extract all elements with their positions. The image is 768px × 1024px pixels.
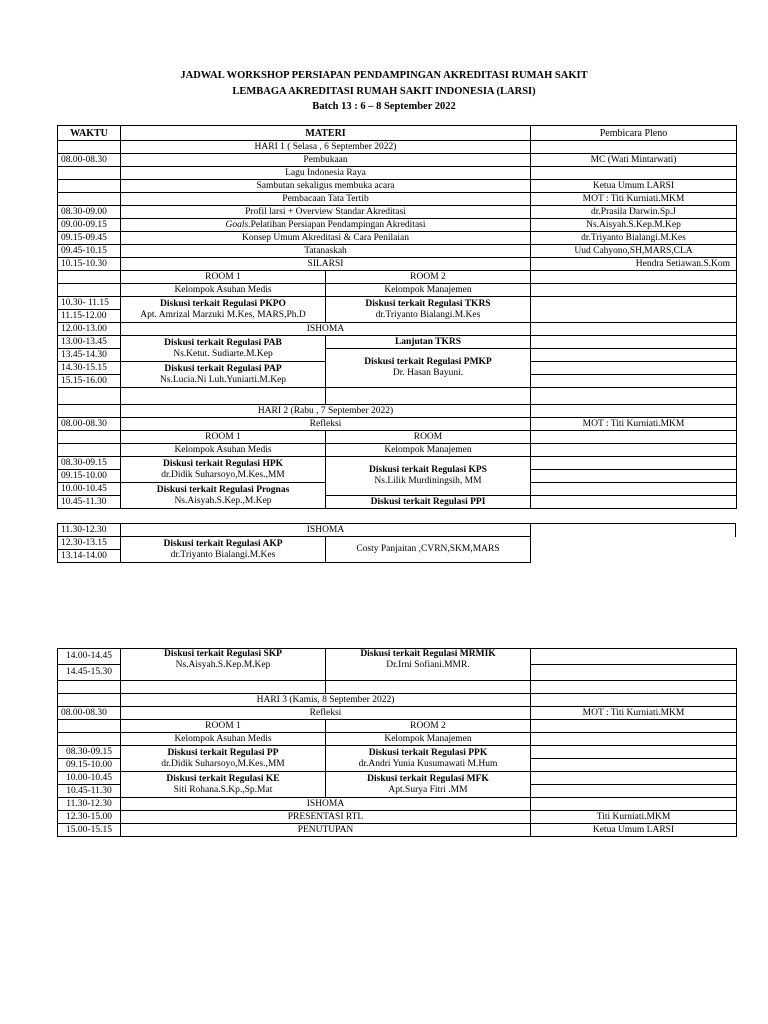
ishoma-cell: ISHOMA xyxy=(121,798,531,811)
col-pembicara: Pembicara Pleno xyxy=(531,126,737,141)
materi-cell: Lagu Indonesia Raya xyxy=(121,167,531,180)
time-cell: 14.30-15.15 xyxy=(58,362,121,375)
group-row xyxy=(58,733,737,746)
session-title: Diskusi terkait Regulasi HPK xyxy=(162,458,284,469)
table-row xyxy=(58,219,737,232)
session-title: Diskusi terkait Regulasi TKRS xyxy=(365,298,491,309)
table-row xyxy=(58,798,737,811)
blank-row xyxy=(58,388,737,405)
room-row xyxy=(58,720,737,733)
materi-cell: Konsep Umum Akreditasi & Cara Penilaian xyxy=(121,232,531,245)
materi-cell: Pembacaan Tata Tertib xyxy=(121,193,531,206)
room1-label: ROOM 1 xyxy=(121,431,326,444)
session-hpk xyxy=(121,457,326,483)
materi-cell: PENUTUPAN xyxy=(121,824,531,837)
day2-title: HARI 2 (Rabu , 7 September 2022) xyxy=(121,405,531,418)
schedule-table-page2 xyxy=(57,648,737,837)
session-title: Diskusi terkait Regulasi PPK xyxy=(368,747,488,758)
doc-title: JADWAL WORKSHOP PERSIAPAN PENDAMPINGAN AKREDITASI RUMAH SAKIT xyxy=(180,70,588,81)
table-row xyxy=(58,245,737,258)
session-ppi: Diskusi terkait Regulasi PPI xyxy=(326,496,531,509)
time-cell: 12.00-13.00 xyxy=(58,323,121,336)
ishoma-cell: ISHOMA xyxy=(121,524,531,537)
group-row xyxy=(58,284,737,297)
speaker-cell: MC (Wati Mintarwati) xyxy=(531,154,737,167)
table-row xyxy=(58,180,737,193)
table-row xyxy=(58,418,737,431)
session-speaker: Dr.Irni Sofiani.MMR. xyxy=(386,660,470,670)
session-title: Diskusi terkait Regulasi Prognas xyxy=(156,484,290,495)
speaker-cell: MOT : Titi Kurniati.MKM xyxy=(531,193,737,206)
day3-title-row xyxy=(58,694,737,707)
session-speaker: dr.Didik Suharsoyo,M.Kes.,MM xyxy=(161,758,285,769)
session-title: Diskusi terkait Regulasi MRMIK xyxy=(360,649,496,659)
session-speaker: Apt. Amrizal Marzuki M.Kes, MARS,Ph.D xyxy=(140,309,306,320)
speaker-cell: Ketua Umum LARSI xyxy=(531,180,737,193)
session-speaker: dr.Triyanto Bialangi.M.Kes xyxy=(375,309,481,320)
time-cell: 13.14-14.00 xyxy=(58,550,121,563)
group-row xyxy=(58,444,737,457)
time-cell: 09.00-09.15 xyxy=(58,219,121,232)
session-mrmik xyxy=(326,649,531,681)
table-row xyxy=(58,232,737,245)
table-row xyxy=(58,297,737,310)
table-row xyxy=(58,537,736,550)
doc-subtitle: LEMBAGA AKREDITASI RUMAH SAKIT INDONESIA (LARSI) xyxy=(232,86,536,97)
room2-label: ROOM 2 xyxy=(326,271,531,284)
time-cell: 10.00-10.45 xyxy=(58,772,121,785)
goals-label: Goals. xyxy=(225,219,251,230)
session-prognas xyxy=(121,483,326,509)
session-pp xyxy=(121,746,326,772)
day1-title: HARI 1 ( Selasa , 6 September 2022) xyxy=(121,141,531,154)
speaker-cell: MOT : Titi Kurniati.MKM xyxy=(531,707,737,720)
table-row xyxy=(58,323,737,336)
materi-cell: Refleksi xyxy=(121,418,531,431)
materi-cell: Refleksi xyxy=(121,707,531,720)
time-cell: 14.45-15.30 xyxy=(58,665,121,681)
schedule-table-page1 xyxy=(57,125,737,509)
time-cell: 11.15-12.00 xyxy=(58,310,121,323)
session-pmkp xyxy=(326,349,531,388)
materi-cell xyxy=(121,219,531,232)
session-skp xyxy=(121,649,326,681)
session-speaker: dr.Triyanto Bialangi.M.Kes xyxy=(170,549,276,560)
speaker-cell: dr.Prasila Darwin.Sp.J xyxy=(531,206,737,219)
room-row xyxy=(58,431,737,444)
time-cell: 09.45-10.15 xyxy=(58,245,121,258)
speaker-cell xyxy=(531,167,737,180)
session-speaker: Ns.Lucia.Ni Luh.Yuniarti.M.Kep xyxy=(159,374,287,385)
time-cell: 08.30-09.15 xyxy=(58,746,121,759)
speaker-cell: dr.Triyanto Bialangi.M.Kes xyxy=(531,232,737,245)
day2-title-row xyxy=(58,405,737,418)
table-row xyxy=(58,167,737,180)
time-cell xyxy=(58,167,121,180)
session-pap xyxy=(121,362,326,388)
session-lanjutan-tkrs: Lanjutan TKRS xyxy=(326,336,531,349)
materi-cell: Tatanaskah xyxy=(121,245,531,258)
speaker-cell: Uud Cahyono,SH,MARS,CLA xyxy=(531,245,737,258)
table-row xyxy=(58,746,737,759)
room1-label: ROOM 1 xyxy=(121,271,326,284)
session-title: Diskusi terkait Regulasi SKP xyxy=(164,649,282,659)
session-speaker: Ns.Lilik Murdiningsih, MM xyxy=(374,476,482,486)
session-title: Diskusi terkait Regulasi PMKP xyxy=(364,357,492,367)
table-row xyxy=(58,336,737,349)
time-cell: 09.15-10.00 xyxy=(58,470,121,483)
materi-cell: Pembukaan xyxy=(121,154,531,167)
time-cell: 10.30- 11.15 xyxy=(58,297,121,310)
session-ke xyxy=(121,772,326,798)
table-row xyxy=(58,258,737,271)
time-cell: 13.00-13.45 xyxy=(58,336,121,349)
session-speaker: Ns.Ketut. Sudiarte.M.Kep xyxy=(173,348,273,359)
col-waktu: WAKTU xyxy=(58,126,121,141)
time-cell: 10.45-11.30 xyxy=(58,785,121,798)
time-cell: 15.15-16.00 xyxy=(58,375,121,388)
session-speaker: Siti Rohana.S.Kp.,Sp.Mat xyxy=(173,784,273,795)
session-title: Diskusi terkait Regulasi KPS xyxy=(369,465,487,475)
time-cell: 08.00-08.30 xyxy=(58,154,121,167)
session-title: Diskusi terkait Regulasi PKPO xyxy=(160,298,286,309)
time-cell: 08.00-08.30 xyxy=(58,418,121,431)
group1-label: Kelompok Asuhan Medis xyxy=(121,444,326,457)
session-title: Diskusi terkait Regulasi AKP xyxy=(163,538,283,549)
time-cell: 13.45-14.30 xyxy=(58,349,121,362)
session-title: Diskusi terkait Regulasi KE xyxy=(166,773,280,784)
col-materi: MATERI xyxy=(121,126,531,141)
time-cell: 11.30-12.30 xyxy=(58,798,121,811)
speaker-cell: Ns.Aisyah.S.Kep.M.Kep xyxy=(531,219,737,232)
room2-label: ROOM 2 xyxy=(326,720,531,733)
table-row xyxy=(58,707,737,720)
speaker-cell: Ketua Umum LARSI xyxy=(531,824,737,837)
group2-label: Kelompok Manajemen xyxy=(326,733,531,746)
schedule-table-page1-tail xyxy=(57,523,736,563)
speaker-cell: MOT : Titi Kurniati.MKM xyxy=(531,418,737,431)
group1-label: Kelompok Asuhan Medis xyxy=(121,284,326,297)
time-cell xyxy=(58,193,121,206)
session-mfk xyxy=(326,772,531,798)
time-cell: 08.30-09.00 xyxy=(58,206,121,219)
blank-row xyxy=(58,681,737,694)
ishoma-cell: ISHOMA xyxy=(121,323,531,336)
time-cell: 11.30-12.30 xyxy=(58,524,121,537)
room2-label: ROOM xyxy=(326,431,531,444)
group1-label: Kelompok Asuhan Medis xyxy=(121,733,326,746)
group2-label: Kelompok Manajemen xyxy=(326,284,531,297)
session-kps xyxy=(326,457,531,496)
time-cell: 12.30-15.00 xyxy=(58,811,121,824)
session-speaker: dr.Didik Suharsoyo,M.Kes.,MM xyxy=(161,469,285,480)
time-cell: 08.30-09.15 xyxy=(58,457,121,470)
session-title: Diskusi terkait Regulasi PAB xyxy=(164,337,282,348)
session-title: Diskusi terkait Regulasi PP xyxy=(167,747,279,758)
session-speaker: Ns.Aisyah.S.Kep.M.Kep xyxy=(175,660,271,670)
table-row xyxy=(58,154,737,167)
time-cell: 10.45-11.30 xyxy=(58,496,121,509)
time-cell: 09.15-10.00 xyxy=(58,759,121,772)
table-header-row xyxy=(58,126,737,141)
time-cell: 08.00-08.30 xyxy=(58,707,121,720)
session-title: Diskusi terkait Regulasi MFK xyxy=(367,773,489,784)
session-pab xyxy=(121,336,326,362)
goals-text: Pelatihan Persiapan Pendampingan Akreditasi xyxy=(250,219,426,230)
table-row xyxy=(58,772,737,785)
materi-cell: SILARSI xyxy=(121,258,531,271)
room-row xyxy=(58,271,737,284)
table-row xyxy=(58,457,737,470)
time-cell: 12.30-13.15 xyxy=(58,537,121,550)
table-row xyxy=(58,206,737,219)
day3-title: HARI 3 (Kamis, 8 September 2022) xyxy=(121,694,531,707)
materi-cell: Sambutan sekaligus membuka acara xyxy=(121,180,531,193)
table-row xyxy=(58,193,737,206)
group2-label: Kelompok Manajemen xyxy=(326,444,531,457)
session-speaker: Dr. Hasan Bayuni. xyxy=(392,368,464,378)
speaker-cell: Hendra Setiawan.S.Kom xyxy=(531,258,737,271)
table-row xyxy=(58,811,737,824)
session-speaker: dr.Andri Yunia Kusumawati M.Hum xyxy=(358,758,498,769)
speaker-cell: Titi Kurniati.MKM xyxy=(531,811,737,824)
table-row xyxy=(58,649,737,665)
table-row xyxy=(58,824,737,837)
time-cell xyxy=(58,180,121,193)
session-akp xyxy=(121,537,326,563)
table-row xyxy=(58,524,736,537)
session-ppk xyxy=(326,746,531,772)
time-cell: 15.00-15.15 xyxy=(58,824,121,837)
time-cell: 10.00-10.45 xyxy=(58,483,121,496)
materi-cell: PRESENTASI RTL xyxy=(121,811,531,824)
session-pkpo xyxy=(121,297,326,323)
session-costy: Costy Panjaitan ,CVRN,SKM,MARS xyxy=(326,537,531,563)
session-speaker: Ns.Aisyah.S.Kep.,M.Kep xyxy=(174,495,272,506)
session-speaker: Apt.Surya Fitri .MM xyxy=(388,784,468,795)
time-cell: 09.15-09.45 xyxy=(58,232,121,245)
doc-batch: Batch 13 : 6 – 8 September 2022 xyxy=(312,101,456,112)
session-title: Diskusi terkait Regulasi PAP xyxy=(164,363,282,374)
session-tkrs xyxy=(326,297,531,323)
day1-title-row xyxy=(58,141,737,154)
time-cell: 10.15-10.30 xyxy=(58,258,121,271)
time-cell: 14.00-14.45 xyxy=(58,649,121,665)
room1-label: ROOM 1 xyxy=(121,720,326,733)
materi-cell: Profil larsi + Overview Standar Akreditasi xyxy=(121,206,531,219)
